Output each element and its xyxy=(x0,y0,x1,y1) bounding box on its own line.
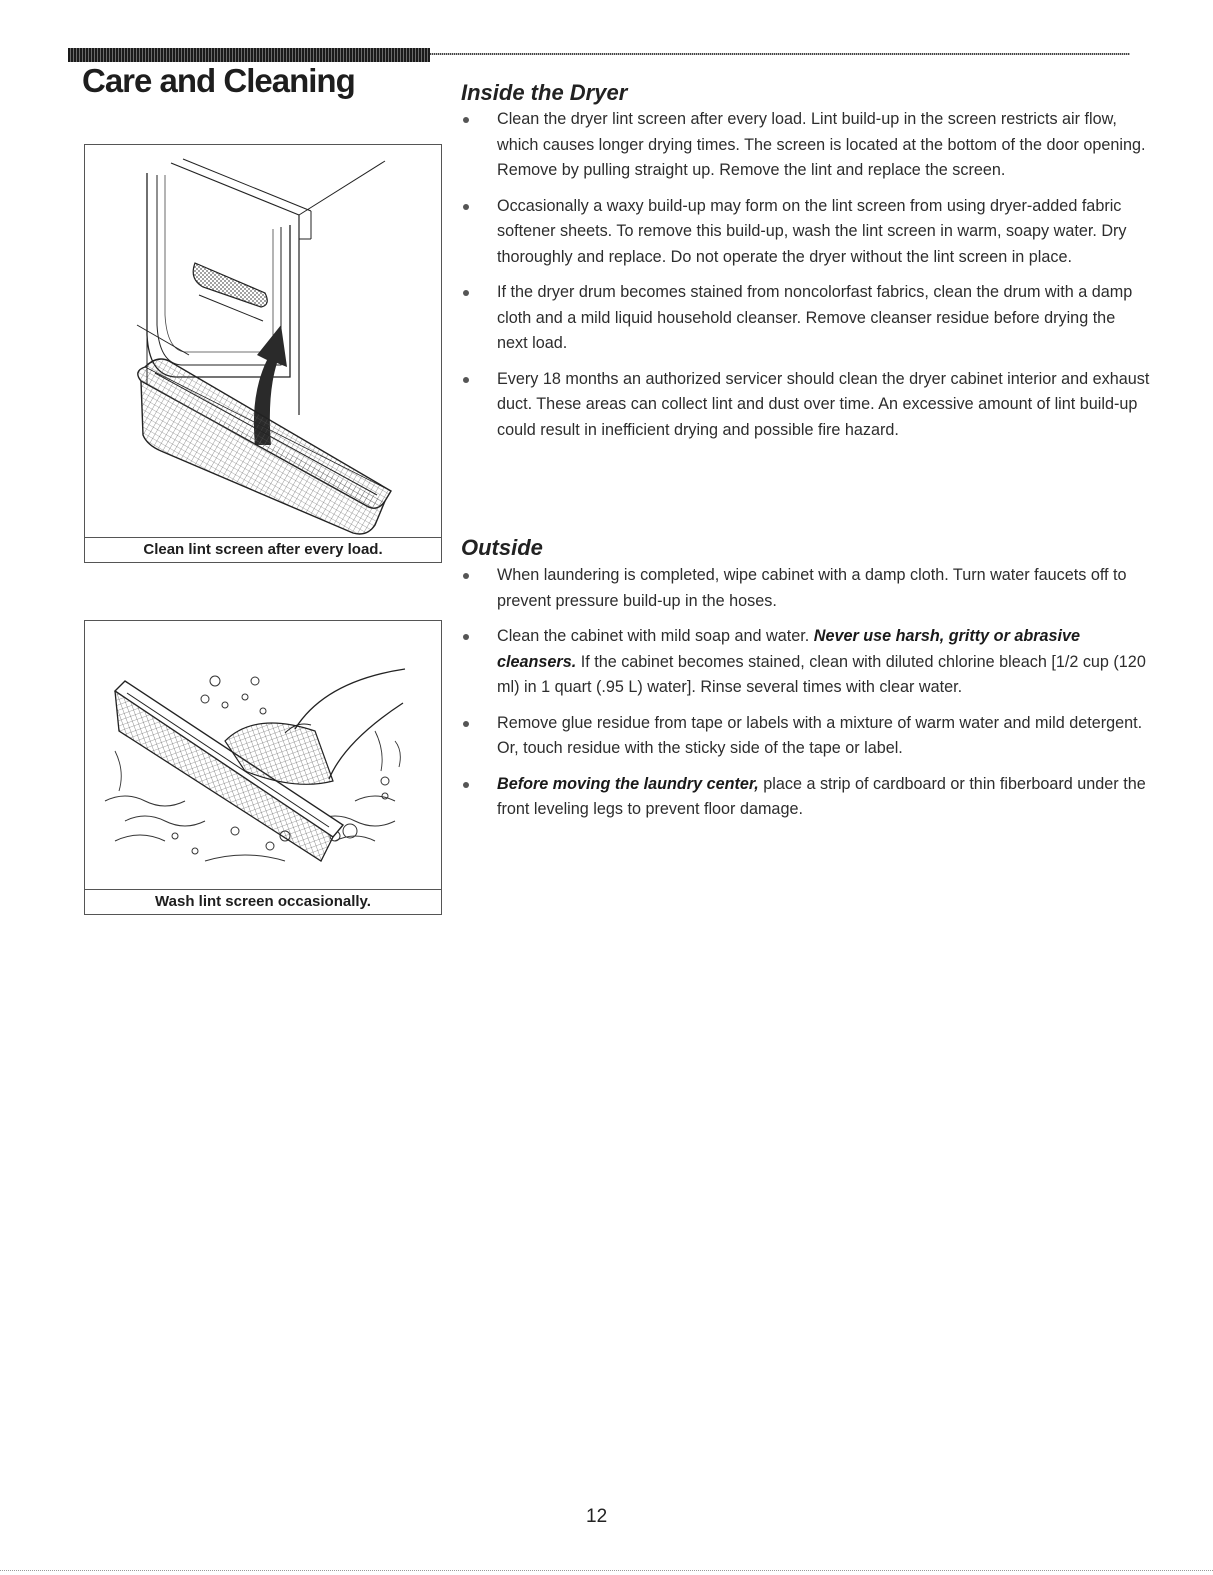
bullet-icon xyxy=(463,634,469,640)
figure-caption: Wash lint screen occasionally. xyxy=(155,893,371,910)
bullet-icon xyxy=(463,117,469,123)
list-item xyxy=(460,367,1150,444)
list-item xyxy=(460,711,1150,762)
bullet-text: If the cabinet becomes stained, clean with diluted chlorine bleach [1/2 cup (120 ml) in 1 quart (.95 L) water]. Rinse several times with clear water. xyxy=(497,652,1146,696)
bullet-icon xyxy=(463,204,469,210)
header-rule-thin xyxy=(430,53,1130,55)
footer-rule xyxy=(0,1570,1213,1571)
figure-clean-lint-screen xyxy=(84,144,442,563)
bullet-text: place a strip of cardboard or thin fiberboard under the front leveling legs to prevent floor damage. xyxy=(497,774,1146,818)
inside-dryer-list xyxy=(460,107,1150,453)
bullet-icon xyxy=(463,721,469,727)
list-item xyxy=(460,194,1150,271)
moving-emphasis: Before moving the laundry center, xyxy=(497,774,759,793)
page-title: Care and Cleaning xyxy=(82,62,355,99)
bullet-icon xyxy=(463,573,469,579)
figure-caption: Clean lint screen after every load. xyxy=(143,541,383,558)
bullet-text: If the dryer drum becomes stained from noncolorfast fabrics, clean the drum with a damp cloth and a mild liquid household cleanser. Remove cleanser residue before drying the next load. xyxy=(497,283,1133,352)
bullet-icon xyxy=(463,377,469,383)
lint-screen-removal-illustration xyxy=(85,145,441,538)
bullet-text: Clean the cabinet with mild soap and water. xyxy=(497,627,814,645)
lint-screen-washing-illustration xyxy=(85,621,441,890)
list-item xyxy=(460,624,1150,701)
warning-emphasis: Never use harsh, gritty or abrasive cleansers. xyxy=(497,627,1081,671)
bullet-text: Every 18 months an authorized servicer should clean the dryer cabinet interior and exhaust duct. These areas can collect lint and dust over time. An excessive amount of lint build-up could result in inefficient drying and possible fire hazard. xyxy=(497,369,1150,439)
figure-wash-lint-screen xyxy=(84,620,442,915)
list-item xyxy=(460,107,1150,184)
list-item xyxy=(460,280,1150,357)
list-item xyxy=(460,772,1150,823)
outside-list xyxy=(460,563,1150,833)
page-number: 12 xyxy=(586,1506,608,1527)
header-rule-thick xyxy=(68,48,430,62)
bullet-text: Remove glue residue from tape or labels with a mixture of warm water and mild detergent. Or, touch residue with the sticky side of the tape or label. xyxy=(497,713,1143,757)
bullet-text: Clean the dryer lint screen after every load. Lint build-up in the screen restricts air flow, which causes longer drying times. The screen is located at the bottom of the door opening. Remove by pulling straight up. Remove the lint and replace the screen. xyxy=(497,110,1146,179)
list-item xyxy=(460,563,1150,614)
bullet-icon xyxy=(463,782,469,788)
bullet-icon xyxy=(463,290,469,296)
bullet-text: When laundering is completed, wipe cabinet with a damp cloth. Turn water faucets off to prevent pressure build-up in the hoses. xyxy=(497,566,1127,610)
bullet-text: Occasionally a waxy build-up may form on the lint screen from using dryer-added fabric softener sheets. To remove this build-up, wash the lint screen in warm, soapy water. Dry thoroughly and replace. Do not operate the dryer without the lint screen in place. xyxy=(497,196,1127,266)
section-heading-inside-dryer: Inside the Dryer xyxy=(461,80,628,105)
section-heading-outside: Outside xyxy=(461,535,543,560)
